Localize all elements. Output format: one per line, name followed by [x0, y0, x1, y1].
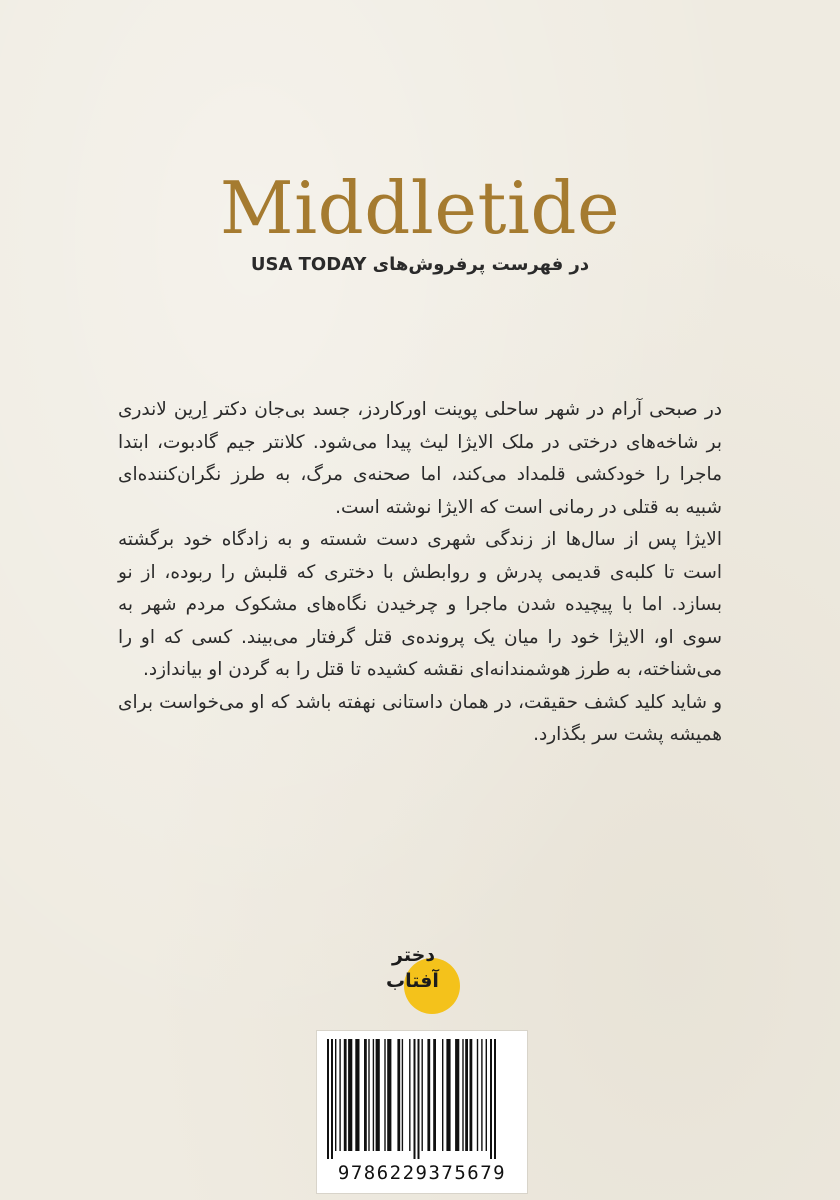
- barcode-bar: [490, 1039, 492, 1159]
- barcode-bar: [427, 1039, 430, 1151]
- barcode-bar: [368, 1039, 369, 1151]
- barcode: [316, 1030, 528, 1194]
- barcode-bar: [477, 1039, 478, 1151]
- barcode-bar: [455, 1039, 459, 1151]
- blurb: [118, 394, 722, 752]
- barcode-bar: [384, 1039, 385, 1151]
- isbn-number: 9786229375679: [337, 1162, 507, 1184]
- barcode-bar: [433, 1039, 436, 1151]
- blurb-paragraph: در صبحی آرام در شهر ساحلی پوینت اورکاردز، جسد بی‌جان دکتر اِرین لاندری بر شاخه‌های درختی در ملک الایژا لیث پیدا می‌شود. کلانتر جیم گادبوت، ابتدا ماجرا را خودکشی قلمداد می‌کند، اما صحنه‌ی مرگ، به طرز نگران‌کننده‌ای شبیه به قتلی در رمانی است که الایژا نوشته است.: [118, 399, 722, 518]
- blurb-paragraph: و شاید کلید کشف حقیقت، در همان داستانی نهفته باشد که او می‌خواست برای همیشه پشت سر بگذارد.: [118, 691, 722, 745]
- barcode-bar: [494, 1039, 496, 1159]
- barcode-bar: [331, 1039, 333, 1159]
- blurb-paragraph: الایژا پس از سال‌ها از زندگی شهری دست شسته و به زادگاه خود برگشته است تا کلبه‌ی قدیمی پدرش و روابطش با دختری که قلبش را ربوده، از نو بسازد. اما با پیچیده شدن ماجرا و چرخیدن نگاه‌های مشکوک مردم شهر به سوی او، الایژا خود را میان یک پرونده‌ی قتل گرفتار می‌بیند. کسی که او را می‌شناخته، به طرز هوشمندانه‌ای نقشه کشیده تا قتل را به گردن او بیاندازد.: [118, 529, 722, 680]
- publisher-logo-line2: آفتاب: [386, 970, 439, 992]
- barcode-bar: [442, 1039, 443, 1151]
- publisher-logo: [384, 938, 460, 1014]
- barcode-bar: [486, 1039, 487, 1151]
- barcode-bar: [446, 1039, 450, 1151]
- barcode-bar: [414, 1039, 416, 1159]
- barcode-bar: [418, 1039, 420, 1159]
- barcode-bar: [348, 1039, 352, 1151]
- barcode-bars: [325, 1039, 519, 1159]
- barcode-bar: [387, 1039, 391, 1151]
- barcode-bar: [470, 1039, 473, 1151]
- barcode-bar: [409, 1039, 410, 1151]
- barcode-bar: [335, 1039, 336, 1151]
- barcode-bar: [364, 1039, 367, 1151]
- barcode-bar: [465, 1039, 468, 1151]
- barcode-bar: [373, 1039, 374, 1151]
- bestseller-subtitle: در فهرست پرفروش‌های USA TODAY: [250, 254, 590, 275]
- barcode-bar: [397, 1039, 400, 1151]
- barcode-bar: [402, 1039, 403, 1151]
- barcode-bar: [344, 1039, 347, 1151]
- barcode-bar: [422, 1039, 423, 1151]
- barcode-bar: [376, 1039, 380, 1151]
- barcode-bar: [339, 1039, 340, 1151]
- book-title: Middletide: [219, 166, 621, 250]
- barcode-bar: [481, 1039, 482, 1151]
- barcode-bar: [327, 1039, 329, 1159]
- barcode-bar: [355, 1039, 359, 1151]
- barcode-bar: [462, 1039, 463, 1151]
- publisher-logo-line1: دختر: [392, 944, 436, 966]
